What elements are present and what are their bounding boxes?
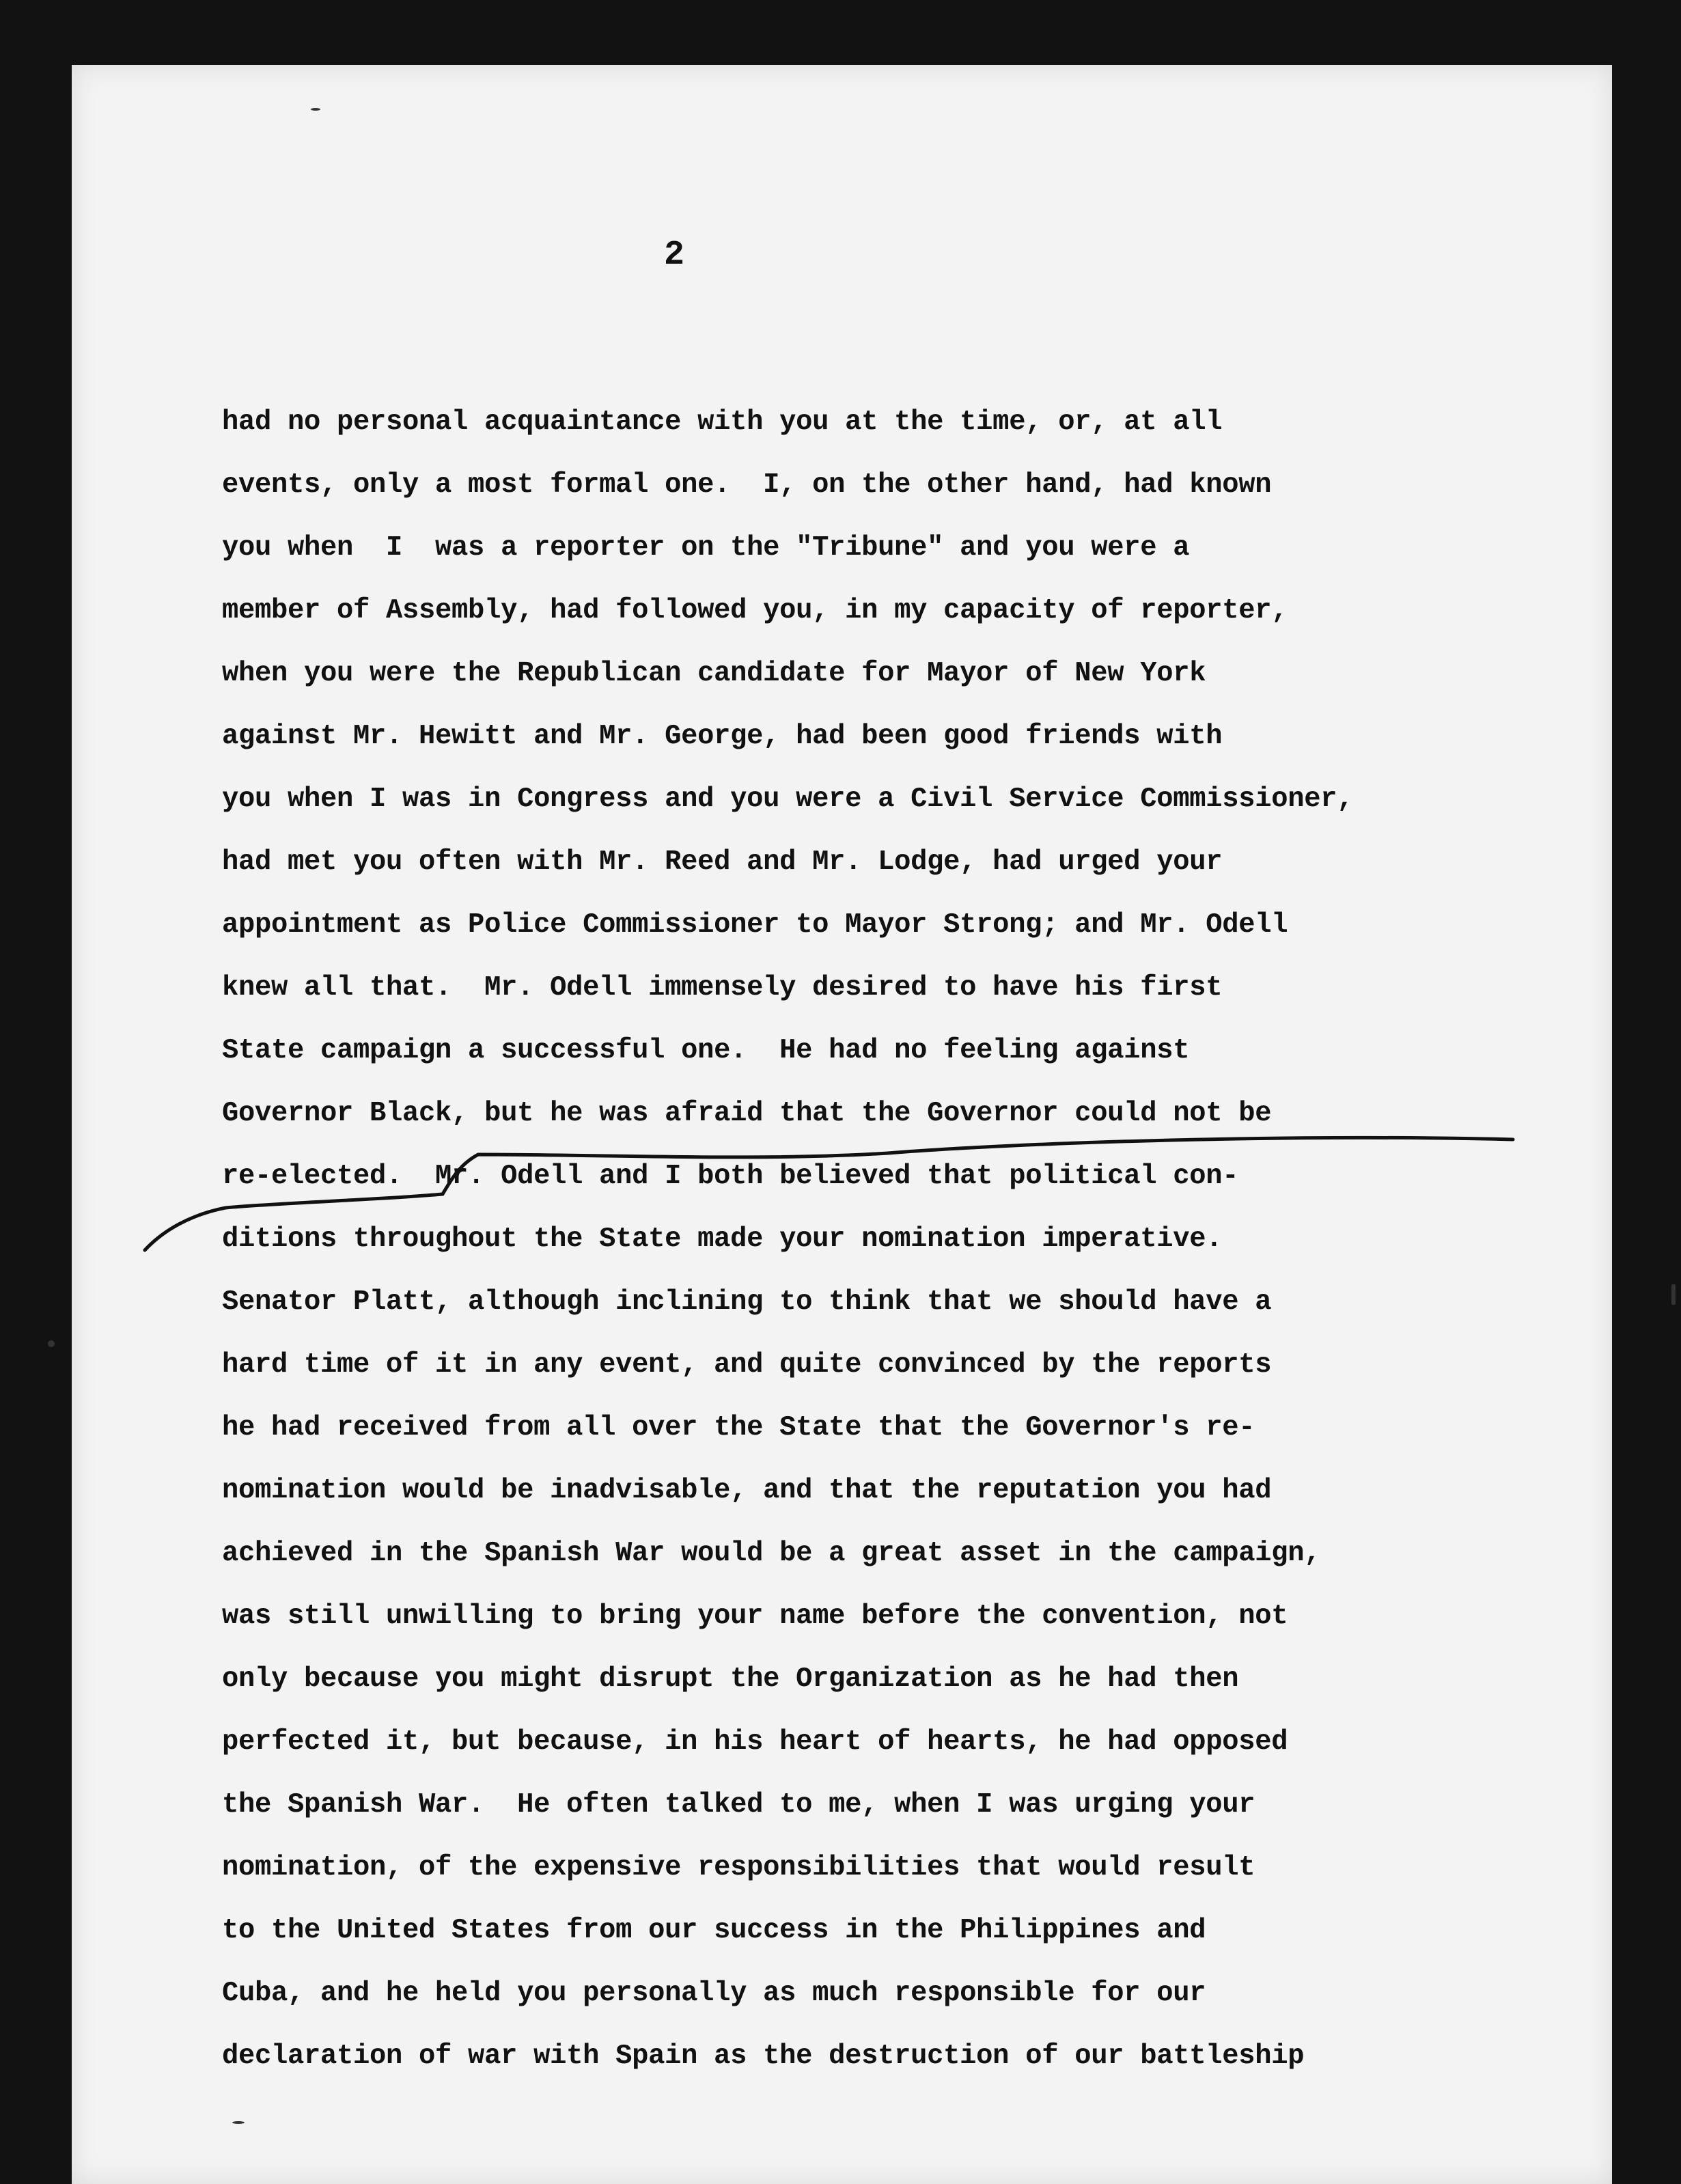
- text-line: events, only a most formal one. I, on the other hand, had known: [222, 469, 1272, 501]
- text-line: re-elected. Mr. Odell and I both believed that political con-: [222, 1161, 1239, 1192]
- typed-body-text: [222, 391, 1533, 2088]
- text-line: Cuba, and he held you personally as much responsible for our: [222, 1978, 1206, 2009]
- text-line: had no personal acquaintance with you at the time, or, at all: [222, 406, 1223, 438]
- text-line: Senator Platt, although inclining to think that we should have a: [222, 1286, 1272, 1318]
- text-line: only because you might disrupt the Organization as he had then: [222, 1663, 1239, 1695]
- text-line: perfected it, but because, in his heart of hearts, he had opposed: [222, 1726, 1288, 1758]
- page-number: 2: [664, 236, 685, 275]
- text-line: when you were the Republican candidate for Mayor of New York: [222, 658, 1206, 689]
- text-line: had met you often with Mr. Reed and Mr. Lodge, had urged your: [222, 846, 1223, 878]
- text-line: you when I was a reporter on the "Tribune" and you were a: [222, 532, 1190, 564]
- text-line: declaration of war with Spain as the destruction of our battleship: [222, 2041, 1305, 2072]
- text-line: member of Assembly, had followed you, in my capacity of reporter,: [222, 595, 1288, 626]
- text-line: nomination would be inadvisable, and that the reputation you had: [222, 1475, 1272, 1506]
- scan-speck: [1671, 1284, 1676, 1305]
- text-line: was still unwilling to bring your name before the convention, not: [222, 1601, 1288, 1632]
- scan-speck: [311, 108, 320, 111]
- text-line: you when I was in Congress and you were a Civil Service Commissioner,: [222, 784, 1354, 815]
- text-line: achieved in the Spanish War would be a great asset in the campaign,: [222, 1538, 1321, 1569]
- text-line: nomination, of the expensive responsibilities that would result: [222, 1852, 1255, 1883]
- text-line: Governor Black, but he was afraid that the Governor could not be: [222, 1098, 1272, 1129]
- text-line: against Mr. Hewitt and Mr. George, had been good friends with: [222, 721, 1223, 752]
- scan-speck: [48, 1340, 55, 1347]
- text-line: the Spanish War. He often talked to me, when I was urging your: [222, 1789, 1255, 1821]
- text-line: knew all that. Mr. Odell immensely desired to have his first: [222, 972, 1223, 1004]
- text-line: to the United States from our success in the Philippines and: [222, 1915, 1206, 1946]
- text-line: ditions throughout the State made your nomination imperative.: [222, 1224, 1223, 1255]
- text-line: appointment as Police Commissioner to Mayor Strong; and Mr. Odell: [222, 909, 1288, 941]
- text-line: hard time of it in any event, and quite convinced by the reports: [222, 1349, 1272, 1381]
- scan-speck: [232, 2121, 245, 2124]
- text-line: he had received from all over the State that the Governor's re-: [222, 1412, 1255, 1443]
- text-line: State campaign a successful one. He had no feeling against: [222, 1035, 1190, 1066]
